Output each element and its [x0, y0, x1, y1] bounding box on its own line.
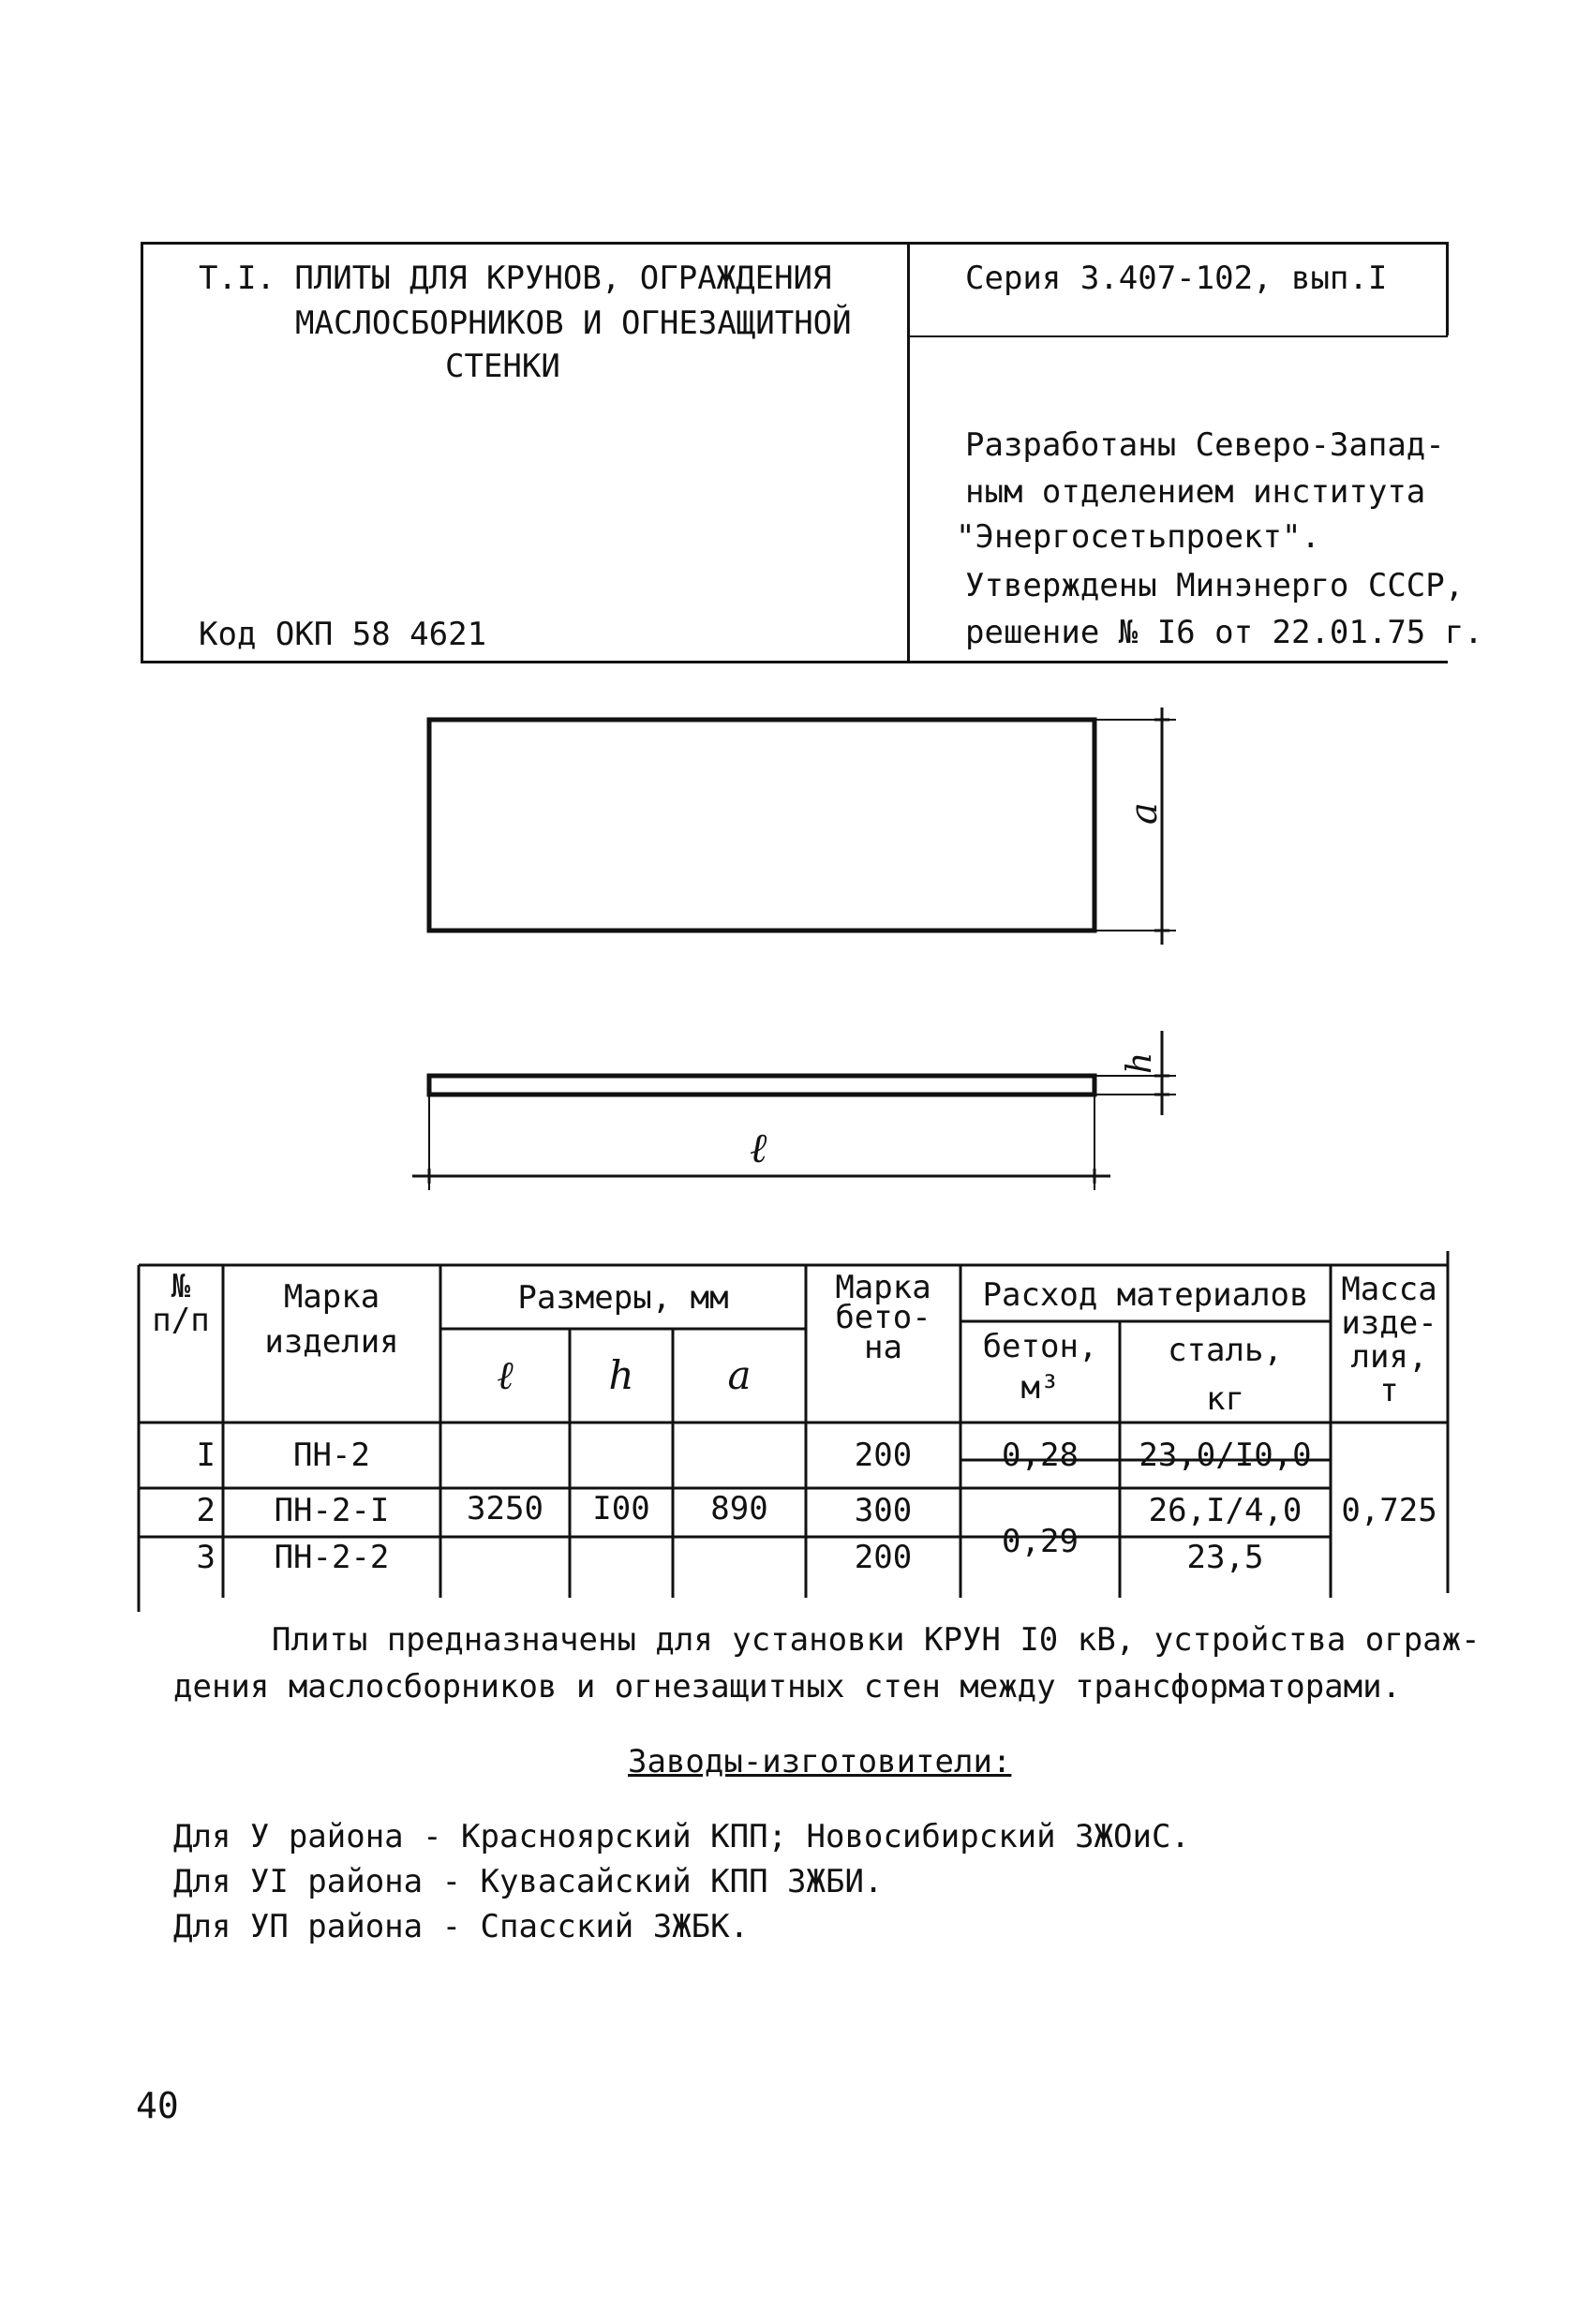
th-grade-line-2: бето-	[835, 1299, 931, 1336]
table-row-steel: 23,5	[1186, 1539, 1264, 1576]
th-size-l: ℓ	[497, 1352, 514, 1398]
th-size-h: h	[608, 1352, 634, 1398]
th-mark-line-2: изделия	[264, 1323, 399, 1361]
th-concrete-grade	[806, 1269, 960, 1366]
table-row-num: 3	[196, 1539, 216, 1576]
th-mark-line-1: Марка	[283, 1278, 380, 1316]
description-line-1: Плиты предназначены для установки КРУН I0 кВ, устройства ограж-	[272, 1621, 1481, 1659]
th-grade-line-3: на	[864, 1329, 902, 1366]
th-sizes: Размеры, мм	[517, 1279, 729, 1317]
manufacturer-line-2: Для УI района - Кувасайский КПП ЗЖБИ.	[173, 1863, 884, 1900]
table-row-grade: 300	[854, 1492, 913, 1529]
th-mass-line-4: т	[1379, 1372, 1399, 1409]
developer-line-3: "Энергосетьпроект".	[956, 518, 1320, 556]
th-num-line-1: №	[171, 1268, 191, 1305]
series-label: Серия 3.407-102, вып.I	[965, 260, 1388, 297]
th-size-a: a	[727, 1352, 752, 1398]
dim-h-label: h	[1121, 1051, 1159, 1074]
table-row-num: I	[196, 1437, 216, 1474]
cell-size-h: I00	[592, 1490, 650, 1527]
developer-line-5: решение № I6 от 22.01.75 г.	[965, 614, 1483, 651]
table-row-steel: 23,0/I0,0	[1139, 1437, 1312, 1474]
description-line-2: дения маслосборников и огнезащитных стен между трансформаторами.	[173, 1668, 1402, 1706]
developer-line-2: ным отделением института	[965, 473, 1426, 511]
title-line-2: МАСЛОСБОРНИКОВ И ОГНЕЗАЩИТНОЙ	[295, 305, 852, 342]
manufacturer-line-3: Для УП района - Спасский ЗЖБК.	[173, 1908, 750, 1945]
th-mass	[1331, 1273, 1448, 1408]
table-row-grade: 200	[854, 1437, 913, 1474]
cell-concrete-rows23: 0,29	[1002, 1523, 1079, 1560]
th-mass-line-1: Масса	[1341, 1271, 1437, 1308]
manufacturers-heading: Заводы-изготовители:	[628, 1743, 1012, 1780]
cell-concrete-row1: 0,28	[1002, 1437, 1079, 1474]
th-grade-line-1: Марка	[835, 1269, 931, 1306]
th-mass-line-2: изде-	[1341, 1304, 1437, 1342]
th-steel	[1120, 1326, 1331, 1423]
table-row-mark: ПН-2-2	[274, 1539, 390, 1576]
th-concrete-line-2: м³	[1020, 1369, 1060, 1407]
page-number: 40	[136, 2085, 179, 2126]
table-row-grade: 200	[854, 1539, 913, 1576]
table-row-num: 2	[196, 1492, 216, 1529]
manufacturer-line-1: Для У района - Красноярский КПП; Новосибирский ЗЖОиС.	[173, 1818, 1190, 1855]
cell-size-l: 3250	[467, 1490, 543, 1527]
developer-line-4: Утверждены Минэнерго СССР,	[965, 567, 1465, 604]
cell-mass: 0,725	[1341, 1492, 1437, 1529]
th-steel-line-1: сталь,	[1168, 1332, 1283, 1369]
table-row-mark: ПН-2	[293, 1437, 370, 1474]
cell-size-a: 890	[710, 1490, 768, 1527]
th-steel-line-2: кг	[1206, 1380, 1244, 1418]
th-num	[139, 1270, 223, 1337]
th-mass-line-3: лия,	[1350, 1338, 1428, 1376]
dim-a-label: a	[1123, 802, 1166, 825]
th-concrete	[960, 1326, 1120, 1408]
dim-l-label: ℓ	[750, 1125, 767, 1172]
th-concrete-line-1: бетон,	[982, 1328, 1098, 1365]
title-line-1: Т.I. ПЛИТЫ ДЛЯ КРУНОВ, ОГРАЖДЕНИЯ	[199, 260, 832, 297]
developer-line-1: Разработаны Северо-Запад-	[965, 426, 1445, 464]
th-materials: Расход материалов	[982, 1276, 1309, 1314]
table-row-mark: ПН-2-I	[274, 1492, 390, 1529]
okp-code: Код ОКП 58 4621	[199, 616, 487, 653]
th-mark	[223, 1274, 440, 1364]
title-line-3: СТЕНКИ	[445, 348, 560, 385]
table-row-steel: 26,I/4,0	[1148, 1492, 1303, 1529]
th-num-line-2: п/п	[152, 1302, 210, 1339]
